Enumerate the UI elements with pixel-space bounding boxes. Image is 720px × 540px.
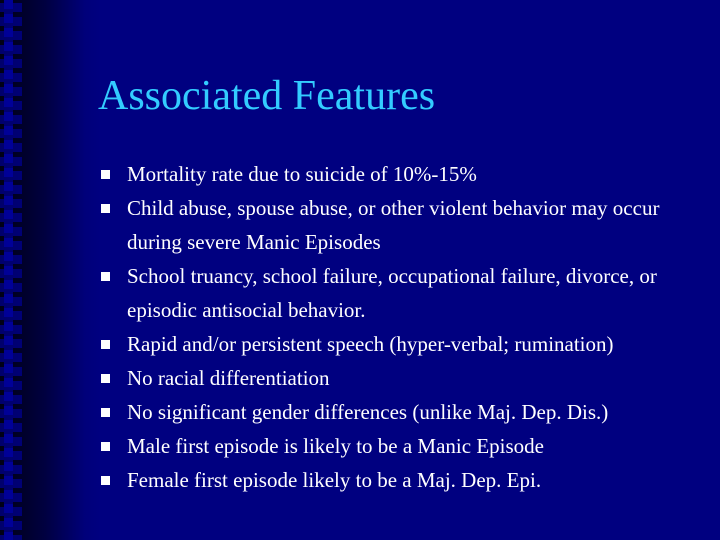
square-bullet-icon	[101, 476, 110, 485]
bullet-item	[98, 463, 698, 497]
bullet-item	[98, 157, 698, 191]
bullet-text: School truancy, school failure, occupational failure, divorce, or episodic antisocial behavior.	[127, 264, 657, 322]
square-bullet-icon	[101, 374, 110, 383]
bullet-text: Female first episode likely to be a Maj. Dep. Epi.	[127, 468, 542, 492]
square-bullet-icon	[101, 272, 110, 281]
bullet-item	[98, 259, 698, 327]
square-bullet-icon	[101, 204, 110, 213]
bullet-item	[98, 395, 698, 429]
bullet-text: No racial differentiation	[127, 366, 330, 390]
bullet-item	[98, 361, 698, 395]
bullet-text: Child abuse, spouse abuse, or other violent behavior may occur during severe Manic Episodes	[127, 196, 660, 254]
slide-title: Associated Features	[98, 73, 436, 119]
bullet-item	[98, 429, 698, 463]
bullet-text: Mortality rate due to suicide of 10%-15%	[127, 162, 477, 186]
bullet-text: Rapid and/or persistent speech (hyper-verbal; rumination)	[127, 332, 614, 356]
bullet-list	[98, 157, 698, 497]
bullet-item	[98, 327, 698, 361]
bullet-text: No significant gender differences (unlike Maj. Dep. Dis.)	[127, 400, 609, 424]
bullet-item	[98, 191, 698, 259]
square-bullet-icon	[101, 340, 110, 349]
square-bullet-icon	[101, 408, 110, 417]
square-bullet-icon	[101, 442, 110, 451]
decorative-square-column	[4, 0, 13, 540]
square-bullet-icon	[101, 170, 110, 179]
bullet-text: Male first episode is likely to be a Manic Episode	[127, 434, 544, 458]
